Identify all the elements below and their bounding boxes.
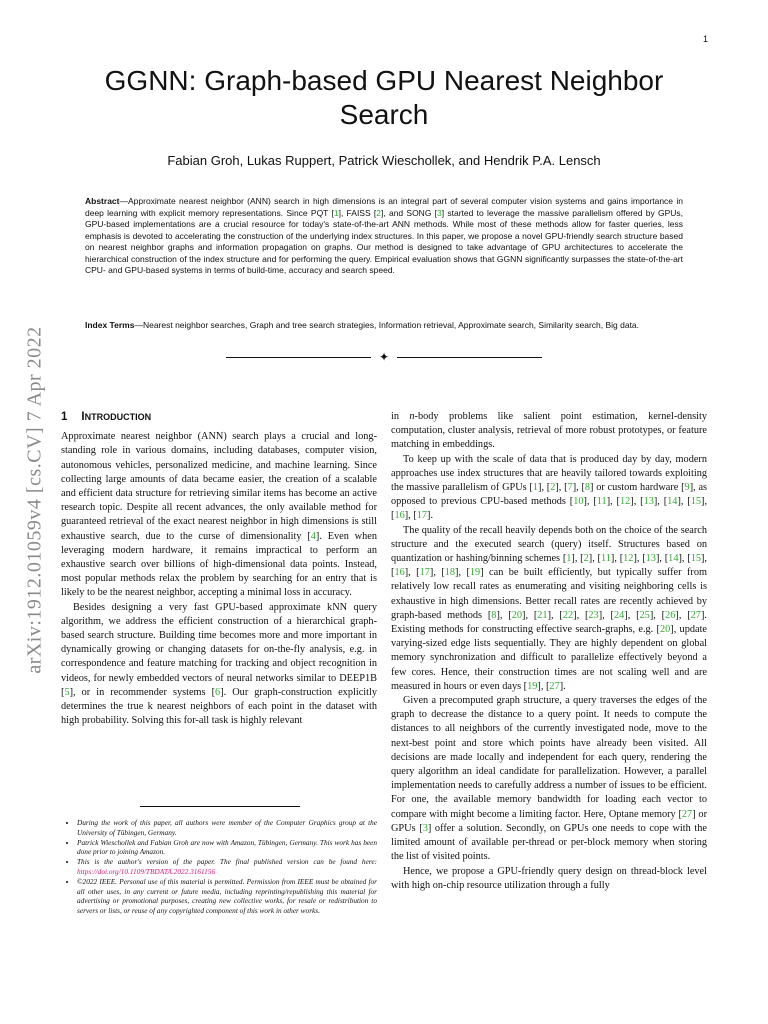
citation-link[interactable]: 19 bbox=[469, 567, 481, 579]
right-column bbox=[391, 410, 707, 893]
citation-link[interactable]: 17 bbox=[419, 567, 430, 579]
citation-link[interactable]: 2 bbox=[583, 553, 589, 565]
citation-list: 10], [11], [12], [13], [14], [15], [16], [17 bbox=[391, 496, 708, 522]
citation-link[interactable]: 21 bbox=[537, 609, 548, 621]
citation-link[interactable]: 15 bbox=[690, 553, 701, 565]
citation-link[interactable]: 27 bbox=[690, 609, 701, 621]
citation-link[interactable]: 13 bbox=[643, 496, 654, 508]
arxiv-stamp: arXiv:1912.01059v4 [cs.CV] 7 Apr 2022 bbox=[23, 326, 46, 674]
citation-link[interactable]: 15 bbox=[690, 496, 702, 508]
citation-link[interactable]: 12 bbox=[623, 553, 634, 565]
citation-link[interactable]: 8 bbox=[491, 609, 497, 621]
citation-link[interactable]: 3 bbox=[422, 822, 428, 834]
section-divider bbox=[226, 350, 542, 364]
citation-link[interactable]: 27 bbox=[549, 680, 560, 692]
paragraph: in n-body problems like salient point estimation, kernel-density computation, cluster analysis, retrieval of more robust prototypes, or feature matching in embeddings. bbox=[391, 411, 707, 451]
footnote-rule bbox=[140, 806, 300, 807]
citation-link[interactable]: 8 bbox=[584, 482, 591, 494]
citation-link[interactable]: 18 bbox=[444, 567, 456, 579]
paper-title: GGNN: Graph-based GPU Nearest Neighbor Search bbox=[104, 65, 664, 130]
citation-link[interactable]: 14 bbox=[668, 553, 679, 565]
citation-link[interactable]: 1 bbox=[333, 207, 339, 218]
citation-link[interactable]: 9 bbox=[684, 482, 690, 494]
citation-link[interactable]: 5 bbox=[64, 686, 70, 698]
section-heading: 1 INTRODUCTION bbox=[61, 411, 152, 423]
citation-link[interactable]: 16 bbox=[394, 567, 405, 579]
citation-link[interactable]: 3 bbox=[437, 207, 442, 218]
abstract-label: Abstract bbox=[85, 196, 120, 206]
section-number: 1 bbox=[61, 411, 68, 423]
citation-link[interactable]: 13 bbox=[645, 553, 656, 565]
divider-line bbox=[226, 357, 371, 358]
divider-line bbox=[397, 357, 542, 358]
citation-link[interactable]: 2 bbox=[550, 482, 556, 494]
citation-link[interactable]: 1 bbox=[532, 482, 539, 494]
citation-link[interactable]: 20 bbox=[659, 624, 671, 636]
citation-link[interactable]: 16 bbox=[394, 510, 405, 522]
footnote-item: • ©2022 IEEE. Personal use of this material is permitted. Permission from IEEE must be obtained for all other uses, in any current or future media, including reprinting/republishing this material for advertising or promotional purposes, creating new collective works, for resale or redistribution to servers or lists, or reuse of any copyrighted component of this work in other works. bbox=[77, 877, 377, 916]
footnote-item: • This is the author's version of the paper. The final published version can be found here: https://doi.org/10.1109/TBDATA.2022.3161156 bbox=[77, 857, 377, 877]
citation-link[interactable]: 24 bbox=[613, 609, 625, 621]
index-terms-label: Index Terms bbox=[85, 320, 135, 330]
page-number: 1 bbox=[702, 34, 708, 44]
doi-link[interactable]: https://doi.org/10.1109/TBDATA.2022.3161156 bbox=[77, 866, 216, 876]
citation-link[interactable]: 26 bbox=[665, 609, 676, 621]
citation-list: 8], [20], [21], [22], [23], [24], [25], [26], [27 bbox=[491, 609, 701, 621]
citation-link[interactable]: 14 bbox=[667, 496, 678, 508]
citation-list: 1], [2], [11], [12], [13], [14], [15], [16], [17], [18], [19 bbox=[391, 553, 707, 579]
citation-link[interactable]: 20 bbox=[511, 609, 523, 621]
citation-link[interactable]: 6 bbox=[215, 686, 221, 698]
citation-link[interactable]: 10 bbox=[573, 496, 584, 508]
citation-link[interactable]: 19 bbox=[527, 680, 538, 692]
author-list: Fabian Groh, Lukas Ruppert, Patrick Wieschollek, and Hendrik P.A. Lensch bbox=[167, 153, 601, 168]
citation-link[interactable]: 4 bbox=[310, 530, 316, 542]
paragraph: Besides designing a very fast GPU-based approximate kNN query algorithm, we address the efficient construction of a hierarchical graph-based search structure. Building time becomes more and more important in dynamically growing or changing datasets for on-the-fly analysis, e.g. in correspondence and feature matching for tracking and object recognition in videos, for newly embedded vectors of neural networks similar to DEEP1B [5], or in recommender systems [6]. Our graph-construction explicitly determines the true k nearest neighbors of each point in the dataset with high probability. Solving this for-all task is highly relevant bbox=[61, 601, 377, 727]
index-terms: Index Terms—Nearest neighbor searches, Graph and tree search strategies, Information retrieval, Approximate search, Similarity search, Big data. bbox=[85, 320, 640, 330]
footnote-item: • During the work of this paper, all authors were member of the Computer Graphics group at the University of Tübingen, Germany. bbox=[77, 818, 377, 838]
citation-link[interactable]: 23 bbox=[588, 609, 599, 621]
citation-link[interactable]: 25 bbox=[639, 609, 650, 621]
paragraph: Given a precomputed graph structure, a query traverses the edges of the graph to decrease the distance to a query point. It needs to compute the distances to all neighbors of the currently investigated node, move to the next-best point and store which points have already been visited. All decisions are made locally and independent for each query, rendering the query algorithm an ideal candidate for parallelization. However, a parallel implementation needs to carefully address a number of issues to be efficient. For one, the available memory bandwidth for loading each vector to compare with might become a limiting factor. Here, Optane memory [27] or GPUs [3] offer a solution. Secondly, on GPUs one needs to cope with the limited amount of available per-thread or per-block memory when storing the list of visited points. bbox=[391, 695, 707, 863]
citation-link[interactable]: 7 bbox=[567, 482, 573, 494]
divider-ornament-icon: ✦ bbox=[378, 350, 390, 364]
footnote-item: • Patrick Wieschollek and Fabian Groh are now with Amazon, Tübingen, Germany. This work has been done prior to joining Amazon. bbox=[77, 838, 377, 858]
left-column bbox=[61, 410, 377, 728]
citation-link[interactable]: 17 bbox=[416, 510, 428, 522]
paragraph: To keep up with the scale of data that is produced day by day, modern approaches use index structures that are heavily tailored towards exploiting the massive parallelism of GPUs [1], [2], [7], [8] or custom hardware [9], as opposed to previous CPU-based methods [10], [11], [12], [13], [14], [15], [16], [17]. bbox=[391, 453, 708, 522]
citation-link[interactable]: 12 bbox=[619, 496, 631, 508]
citation-link[interactable]: 1 bbox=[566, 553, 572, 565]
paragraph: Hence, we propose a GPU-friendly query design on thread-block level with high on-chip resource utilization through a fully bbox=[391, 865, 707, 891]
paragraph: Approximate nearest neighbor (ANN) search plays a crucial and long-standing role in various domains, including databases, computer vision, autonomous vehicles, personalized medicine, and machine learning. Since collecting large amounts of data became easier, the creation of a scalable and efficient data structure for retrieving similar items has become an active research topic. Despite all recent advances, the only available method for guaranteed retrieval of the exact nearest neighbor in high dimensions is still exhaustive search, due to the curse of dimensionality [4]. Even when leveraging modern hardware, it remains impractical to perform an exhaustive search over billions of high-dimensional data points. Instead, most popular methods relax the problem by searching for an entry that is likely to be the nearest neighbor, accepting a minimal loss in accuracy. bbox=[61, 431, 377, 599]
citation-link[interactable]: 11 bbox=[596, 496, 607, 508]
citation-link[interactable]: 22 bbox=[562, 609, 574, 621]
citation-link[interactable]: 27 bbox=[681, 808, 693, 820]
citation-link[interactable]: 2 bbox=[376, 207, 381, 218]
citation-link[interactable]: 11 bbox=[601, 553, 611, 565]
paragraph: The quality of the recall heavily depends both on the choice of the search structure and the executed search (query) itself. Structures based on quantization or hashing/binning schemes [1], [2], [11], [12], [13], [14], [15], [16], [17], [18], [19] can be built efficiently, but typically suffer from relatively low recall rates as enumerating and visiting neighboring cells is exhaustive in high dimensions. Better recall rates are recently achieved by graph-based methods [8], [20], [21], [22], [23], [24], [25], [26], [27]. Existing methods for constructing effective search-graphs, e.g. [20], update varying-sized edge lists sequentially. They are highly dependent on global memory synchronization and difficult to parallelize effectively beyond a few cores. Hence, their construction times are not scaling well and are measured in hours or even days [19], [27]. bbox=[391, 524, 707, 692]
abstract: Abstract—Approximate nearest neighbor (ANN) search in high dimensions is an integral part of several computer vision systems and gains importance in deep learning with explicit memory representations. Since PQT [1], FAISS [2], and SONG [3] started to leverage the massive parallelism offered by GPUs, GPU-based implementations are a crucial resource for today's state-of-the-art ANN methods. While most of these methods allow for faster queries, less emphasis is devoted to accelerating the construction of the underlying index structures. In this paper, we propose a novel GPU-friendly search structure based on nearest neighbor graphs and information propagation on graphs. Our method is designed to take advantage of GPU architectures to accelerate the hierarchical construction of the index structure and for performing the query. Empirical evaluation shows that GGNN significantly surpasses the state-of-the-art CPU- and GPU-based systems in terms of build-time, accuracy and search speed. bbox=[85, 196, 683, 275]
footnotes bbox=[61, 818, 377, 916]
